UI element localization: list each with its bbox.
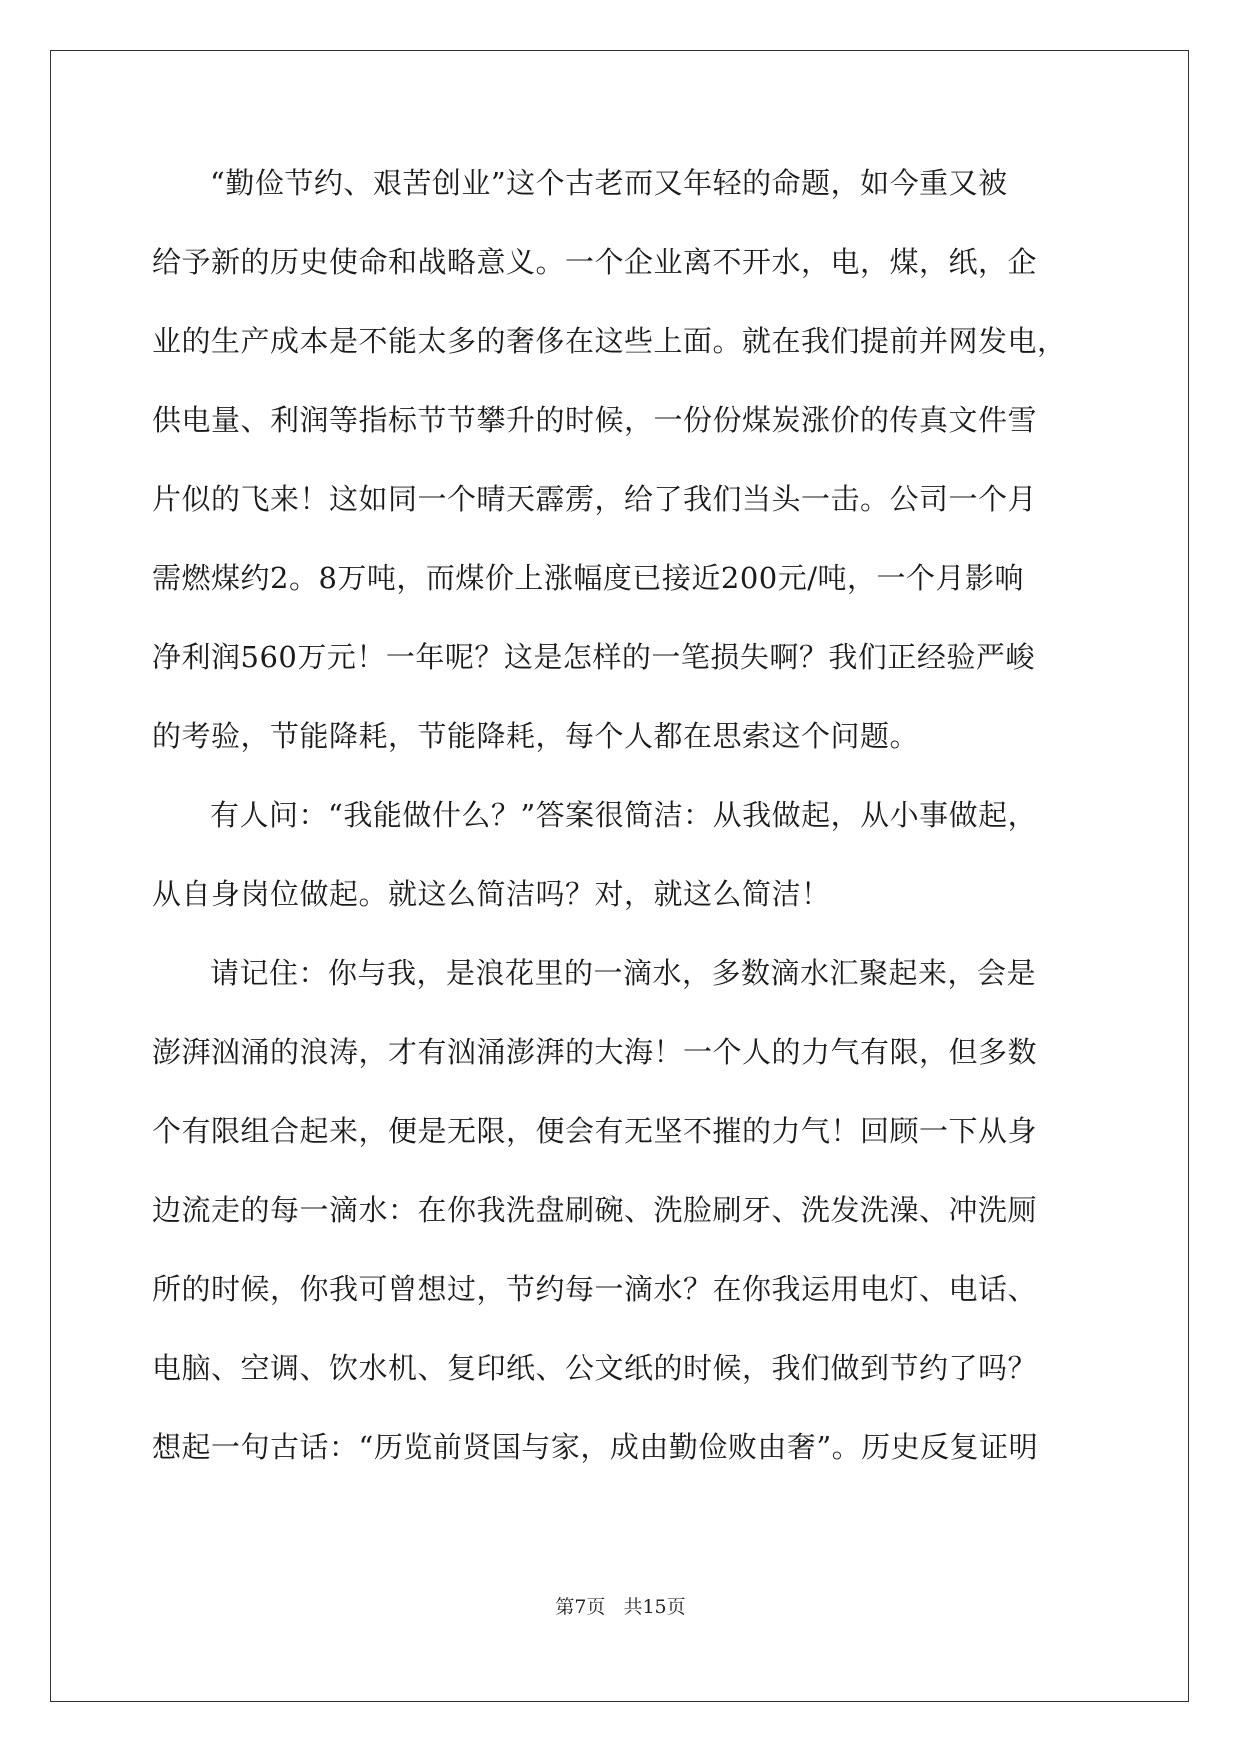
page-footer xyxy=(0,1595,1241,1619)
text-line: 净利润560万元！一年呢？这是怎样的一笔损失啊？我们正经验严峻 xyxy=(152,640,1035,674)
text-line: 需燃煤约2。8万吨，而煤价上涨幅度已接近200元/吨，一个月影响 xyxy=(152,561,1025,595)
text-line: 从自身岗位做起。就这么简洁吗？对，就这么简洁！ xyxy=(152,877,831,911)
text-line: 给予新的历史使命和战略意义。一个企业离不开水，电，煤，纸，企 xyxy=(152,245,1038,279)
text-line: 片似的飞来！这如同一个晴天霹雳，给了我们当头一击。公司一个月 xyxy=(152,482,1038,516)
text-line: 的考验，节能降耗，节能降耗，每个人都在思索这个问题。 xyxy=(152,719,920,753)
page-number-current: 第7页 xyxy=(555,1596,606,1618)
text-line: 有人问：“我能做什么？”答案很简洁：从我做起，从小事做起， xyxy=(210,798,1038,832)
page-number-total: 共15页 xyxy=(623,1596,686,1618)
text-line: 电脑、空调、饮水机、复印纸、公文纸的时候，我们做到节约了吗？ xyxy=(152,1351,1038,1385)
text-line: 边流走的每一滴水：在你我洗盘刷碗、洗脸刷牙、洗发洗澡、冲洗厕 xyxy=(152,1193,1038,1227)
text-line: 供电量、利润等指标节节攀升的时候，一份份煤炭涨价的传真文件雪 xyxy=(152,403,1038,437)
text-line: 想起一句古话：“历览前贤国与家，成由勤俭败由奢”。历史反复证明 xyxy=(152,1430,1039,1464)
text-line: 请记住：你与我，是浪花里的一滴水，多数滴水汇聚起来，会是 xyxy=(210,956,1037,990)
text-line: “勤俭节约、艰苦创业”这个古老而又年轻的命题，如今重又被 xyxy=(210,166,1008,200)
text-line: 个有限组合起来，便是无限，便会有无坚不摧的力气！回顾一下从身 xyxy=(152,1114,1038,1148)
text-line: 澎湃汹涌的浪涛，才有汹涌澎湃的大海！一个人的力气有限，但多数 xyxy=(152,1035,1038,1069)
text-line: 业的生产成本是不能太多的奢侈在这些上面。就在我们提前并网发电， xyxy=(152,324,1067,358)
text-line: 所的时候，你我可曾想过，节约每一滴水？在你我运用电灯、电话、 xyxy=(152,1272,1038,1306)
